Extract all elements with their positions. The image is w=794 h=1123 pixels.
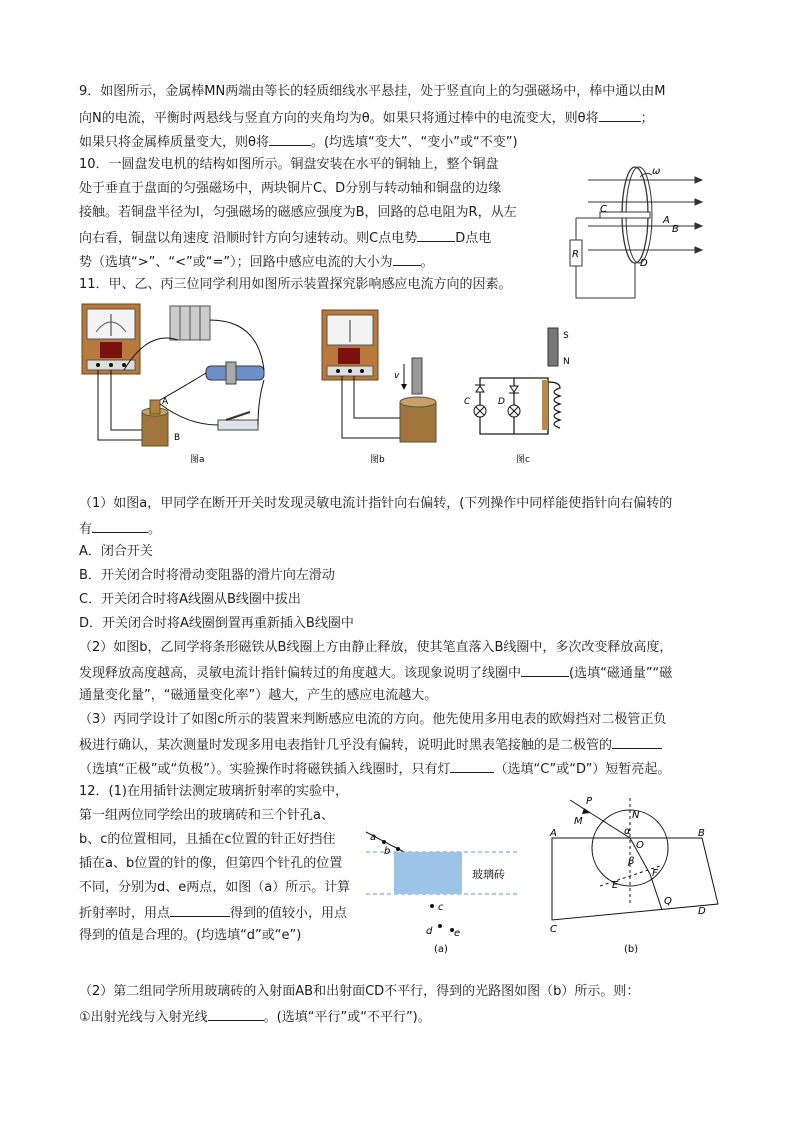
q12-line-1: 12．(1)在用插针法测定玻璃折射率的实验中， (79, 784, 348, 799)
q10-line-4-mid: D点电 (455, 231, 492, 246)
label-e: E (612, 880, 619, 891)
q11-p3-line-2 (79, 735, 662, 755)
q11-p2-line-2 (79, 663, 672, 683)
q11-p3-line-3-text: （选填“正极”或“负极”）。实验操作时将磁铁插入线圈时，只有灯 (79, 762, 451, 777)
label-pin-a: a (370, 832, 377, 843)
label-pin-c: c (438, 902, 444, 913)
q10-line-5 (79, 252, 434, 272)
label-beta: β (628, 856, 635, 867)
q12-blank-1[interactable] (170, 903, 230, 917)
q11-p3-line-3 (79, 759, 670, 779)
label-a: A (663, 215, 670, 226)
label-coil-b: B (174, 433, 181, 443)
q12-p2-line-2-end: 。(选填“平行”或“不平行”)。 (263, 1010, 431, 1025)
q11-blank-2[interactable] (521, 663, 569, 677)
q11-p2-line-3: 通量变化量”，“磁通量变化率”）越大，产生的感应电流越大。 (79, 688, 438, 703)
label-coil-a: A (162, 397, 169, 407)
q10-line-5-end: 。 (420, 255, 434, 270)
q11-p3-line-1: （3）丙同学设计了如图c所示的装置来判断感应电流的方向。他先使用多用电表的欧姆挡对二极管正负 (79, 712, 667, 727)
label-pin-e: e (454, 928, 461, 939)
figure-glass-a (362, 822, 524, 954)
q11-option-b: B．开关闭合时将滑动变阻器的滑片向左滑动 (79, 568, 335, 583)
figure-refraction-b (540, 792, 720, 957)
label-d: D (640, 258, 648, 269)
q12-line-7: 得到的值是合理的。(均选填“d”或“e”) (79, 928, 302, 943)
q12-p2-line-2-text: 出射光线与入射光线 (90, 1010, 208, 1025)
q11-blank-3[interactable] (612, 735, 662, 749)
q12-line-6-text: 折射率时，用点 (79, 906, 171, 921)
disc-generator-figure (560, 160, 720, 300)
label-a: A (550, 828, 557, 839)
q11-p3-line-2-text: 极进行确认，某次测量时发现多用电表指针几乎没有偏转，说明此时黑表笔接触的是二极管的 (79, 738, 613, 753)
q11-option-c: C．开关闭合时将A线圈从B线圈中拔出 (79, 592, 301, 607)
q10-line-2: 处于垂直于盘面的匀强磁场中，两块铜片C、D分别与转动轴和铜盘的边缘 (79, 181, 502, 196)
label-p: P (586, 796, 593, 807)
label-glass: 玻璃砖 (472, 868, 505, 881)
q10-line-5-text: 势（选填“>”、“<”或“=”）；回路中感应电流的大小为 (79, 255, 393, 270)
q11-p1-line-2-end: 。 (148, 522, 162, 537)
q9-line-2-text: 向N的电流，平衡时两悬线与竖直方向的夹角均为θ。如果只将通过棒中的电流变大，则θ将 (79, 111, 599, 126)
q12-line-6 (79, 903, 347, 923)
label-alpha: α (624, 826, 631, 837)
label-r: R (572, 249, 579, 260)
label-pin-b: b (384, 846, 391, 857)
q12-p2-line-2 (79, 1007, 431, 1027)
caption-c: 图c (516, 455, 530, 465)
q12-line-3: b、c的位置相同，且插在c位置的针正好挡住 (79, 832, 336, 847)
q9-line-3-text: 如果只将金属棒质量变大，则θ将 (79, 135, 269, 150)
q10-line-3: 接触。若铜盘半径为l，匀强磁场的磁感应强度为B，回路的总电阻为R，从左 (79, 205, 517, 220)
label-n: N (563, 357, 570, 367)
q10-line-1: 10．一圆盘发电机的结构如图所示。铜盘安装在水平的铜轴上，整个铜盘 (79, 157, 499, 172)
q11-line-1: 11．甲、乙、丙三位同学利用如图所示装置探究影响感应电流方向的因素。 (79, 277, 512, 292)
label-m: M (574, 816, 583, 827)
q9-blank-2[interactable] (269, 132, 311, 146)
q12-p2-circle-num: ① (79, 1010, 91, 1025)
label-f: F (652, 868, 658, 879)
label-pin-d: d (426, 926, 433, 937)
figure-c (460, 324, 590, 468)
q12-line-5: 不同，分别为d、e两点，如图（a）所示。计算 (79, 880, 351, 895)
label-lamp-c: C (464, 397, 471, 407)
q9-line-3 (79, 132, 518, 152)
q11-p3-line-3-end: （选填“C”或“D”）短暂亮起。 (494, 762, 671, 777)
q9-line-2-end: ； (640, 111, 654, 126)
q12-p2-line-1: （2）第二组同学所用玻璃砖的入射面AB和出射面CD不平行，得到的光路图如图（b）所示。则： (79, 984, 640, 999)
label-d: D (698, 906, 706, 917)
q11-option-a: A．闭合开关 (79, 544, 153, 559)
label-lamp-d: D (498, 397, 505, 407)
q9-line-1: 9．如图所示，金属棒MN两端由等长的轻质细线水平悬挂，处于竖直向上的匀强磁场中，棒中通以由M (79, 84, 666, 99)
q11-p2-line-1: （2）如图b，乙同学将条形磁铁从B线圈上方由静止释放，使其笔直落入B线圈中，多次改变释放高度， (79, 640, 673, 655)
label-s: S (563, 331, 569, 341)
label-b: B (698, 828, 705, 839)
q11-p1-line-1: （1）如图a，甲同学在断开开关时发现灵敏电流计指针向右偏转，(下列操作中同样能使指针向右偏转的 (79, 496, 673, 511)
caption-fig-b: (b) (624, 944, 639, 955)
q11-option-d: D．开关闭合时将A线圈倒置再重新插入B线圈中 (79, 616, 354, 631)
q12-line-2: 第一组两位同学绘出的玻璃砖和三个针孔a、 (79, 808, 334, 823)
q11-p1-line-2 (79, 519, 161, 539)
label-c: C (600, 204, 607, 215)
label-o: O (636, 840, 644, 851)
figure-a (78, 300, 288, 468)
q10-blank-2[interactable] (393, 252, 421, 266)
q9-line-3-end: 。(均选填“变大”、“变小”或“不变”) (310, 135, 518, 150)
q9-line-2 (79, 108, 654, 128)
q11-p1-line-2-text: 有 (79, 522, 93, 537)
label-n: N (632, 810, 640, 821)
caption-a: 图a (190, 455, 205, 465)
q10-line-4 (79, 228, 491, 248)
label-v: v (394, 371, 400, 381)
q10-line-4-text: 向右看，铜盘以角速度 沿顺时针方向匀速转动。则C点电势 (79, 231, 418, 246)
label-c: C (550, 924, 557, 935)
q11-blank-4[interactable] (450, 759, 494, 773)
q10-blank-1[interactable] (417, 228, 455, 242)
label-omega: ω (652, 166, 661, 177)
q12-line-6-end: 得到的值较小，用点 (230, 906, 348, 921)
q9-blank-1[interactable] (599, 108, 641, 122)
q12-blank-2[interactable] (208, 1007, 264, 1021)
q12-line-4: 插在a、b位置的针的像，但第四个针孔的位置 (79, 856, 343, 871)
q11-blank-1[interactable] (92, 519, 148, 533)
q11-p2-line-2-end: (选填“磁通量”“磁 (569, 666, 673, 681)
q11-p2-line-2-text: 发现释放高度越高，灵敏电流计指针偏转过的角度越大。该现象说明了线圈中 (79, 666, 522, 681)
caption-b: 图b (370, 455, 385, 465)
label-b: B (672, 224, 679, 235)
figure-b (318, 306, 448, 468)
label-q: Q (664, 896, 672, 907)
caption-fig-a: (a) (434, 944, 448, 954)
